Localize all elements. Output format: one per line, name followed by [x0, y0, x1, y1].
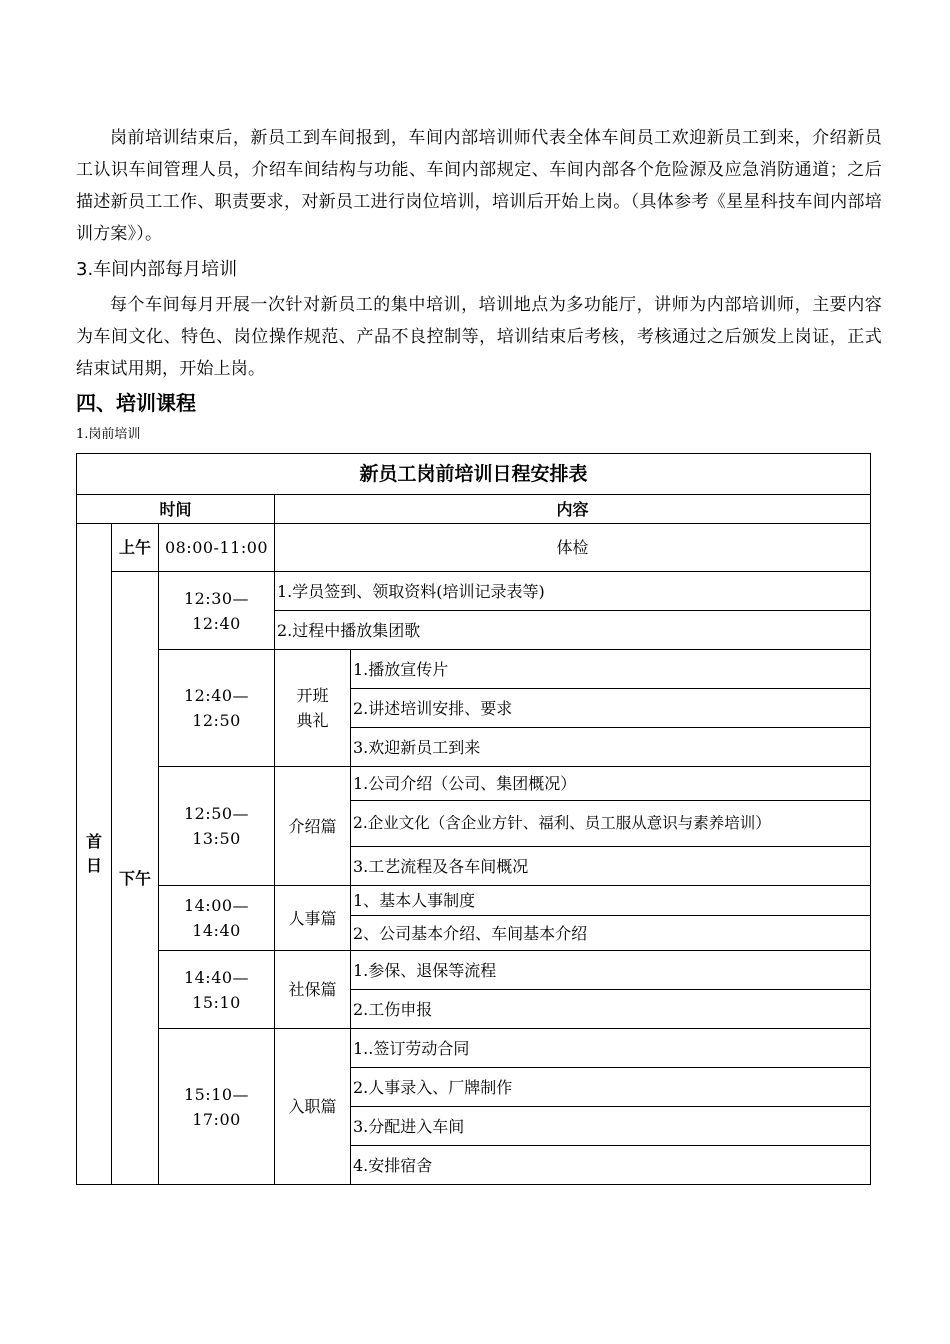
list-item: 2.讲述培训安排、要求	[351, 689, 871, 728]
block-time: 14:00— 14:40	[159, 886, 275, 951]
morning-time: 08:00-11:00	[159, 524, 275, 572]
block-time: 15:10— 17:00	[159, 1029, 275, 1185]
header-time: 时间	[77, 495, 275, 524]
block-topic: 介绍篇	[275, 767, 351, 886]
list-item: 2.企业文化（含企业方针、福利、员工服从意识与素养培训）	[351, 801, 871, 847]
list-item: 1.学员签到、领取资料(培训记录表等)	[275, 572, 871, 611]
chapter4-heading: 四、培训课程	[76, 391, 196, 415]
list-item: 2、公司基本介绍、车间基本介绍	[351, 916, 871, 951]
list-item: 1、基本人事制度	[351, 886, 871, 916]
list-item: 1.播放宣传片	[351, 650, 871, 689]
list-item: 1.公司介绍（公司、集团概况）	[351, 767, 871, 801]
list-item: 4.安排宿舍	[351, 1146, 871, 1185]
block-topic: 社保篇	[275, 951, 351, 1029]
morning-label: 上午	[112, 524, 159, 572]
subheading-pre-job-training: 1.岗前培训	[76, 427, 141, 442]
section3-paragraph: 每个车间每月开展一次针对新员工的集中培训，培训地点为多功能厅，讲师为内部培训师，主要内容为车间文化、特色、岗位操作规范、产品不良控制等，培训结束后考核，考核通过之后颁发上岗证，正式结束试用期，开始上岗。	[76, 295, 882, 379]
list-item: 3.工艺流程及各车间概况	[351, 847, 871, 886]
afternoon-label: 下午	[112, 572, 159, 1185]
block-time: 12:40— 12:50	[159, 650, 275, 767]
list-item: 2.人事录入、厂牌制作	[351, 1068, 871, 1107]
list-item: 2.工伤申报	[351, 990, 871, 1029]
header-content: 内容	[275, 495, 871, 524]
section3-heading: 3.车间内部每月培训	[76, 259, 238, 280]
block-time: 12:50— 13:50	[159, 767, 275, 886]
table-title: 新员工岗前培训日程安排表	[77, 454, 871, 495]
list-item: 1.参保、退保等流程	[351, 951, 871, 990]
block-time: 12:30— 12:40	[159, 572, 275, 650]
block-topic: 人事篇	[275, 886, 351, 951]
day-label: 首日	[77, 524, 112, 1185]
block-topic: 入职篇	[275, 1029, 351, 1185]
list-item: 3.分配进入车间	[351, 1107, 871, 1146]
list-item: 2.过程中播放集团歌	[275, 611, 871, 650]
intro-paragraph: 岗前培训结束后，新员工到车间报到，车间内部培训师代表全体车间员工欢迎新员工到来，介绍新员工认识车间管理人员，介绍车间结构与功能、车间内部规定、车间内部各个危险源及应急消防通道；之后描述新员工工作、职责要求，对新员工进行岗位培训，培训后开始上岗。（具体参考《星星科技车间内部培训方案》）。	[76, 128, 882, 244]
block-time: 14:40— 15:10	[159, 951, 275, 1029]
schedule-table	[76, 453, 871, 1185]
block-topic: 开班 典礼	[275, 650, 351, 767]
list-item: 1..签订劳动合同	[351, 1029, 871, 1068]
list-item: 3.欢迎新员工到来	[351, 728, 871, 767]
morning-content: 体检	[275, 524, 871, 572]
